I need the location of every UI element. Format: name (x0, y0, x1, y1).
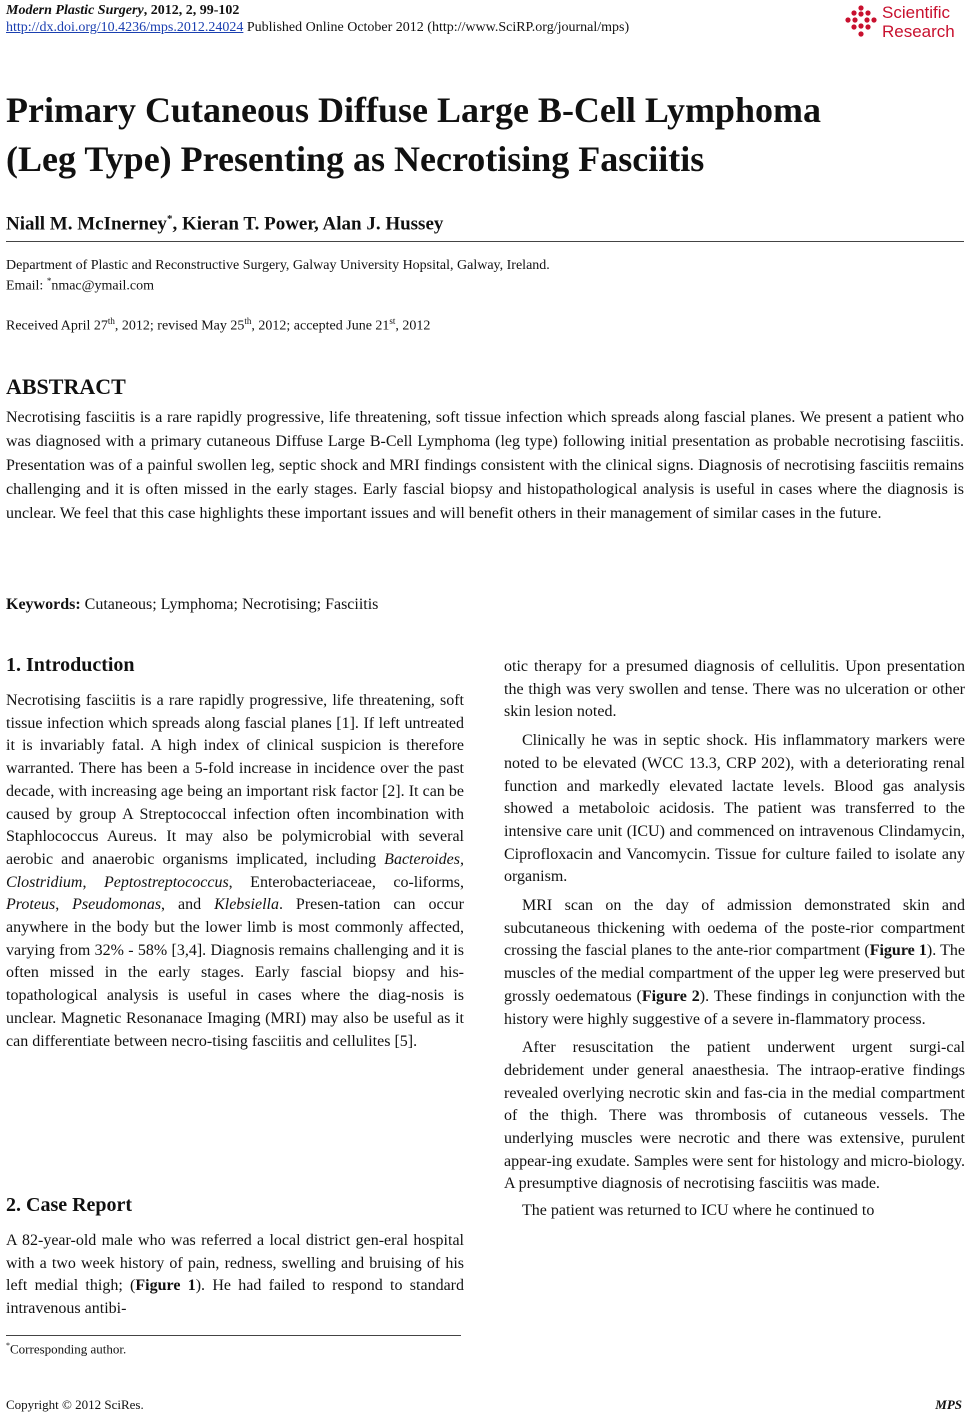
journal-volume: , 2012, 2, 99-102 (143, 3, 240, 18)
journal-citation (6, 3, 239, 19)
logo-text-line1: Scientific (882, 3, 951, 22)
email-mark: * (46, 276, 52, 286)
revised-sup: th (244, 316, 252, 326)
doi-line (6, 20, 629, 36)
email-line (6, 276, 154, 295)
section-1-heading: 1. Introduction (6, 654, 135, 676)
accepted-text: , 2012; accepted June 21 (251, 318, 390, 334)
right-paragraph-2: Clinically he was in septic shock. His inflammatory markers were noted to be elevated (WCC 13.3, CRP 202), with a deteriorating renal function and markedly elevated lactate levels. Blood gas analysis showed a metaboloic acidosis. The patient was transferred to the intensive care unit (ICU) and commenced on intravenous Clindamycin, Ciprofloxacin and Vancomycin. Tissue for culture failed to isolate any organism. (504, 732, 965, 886)
affiliation: Department of Plastic and Reconstructive Surgery, Galway University Hopsital, Galway, Ireland. (6, 258, 550, 273)
organism-bacteroides: Bacteroides, Clostridium (6, 850, 464, 891)
author-list (6, 213, 443, 235)
footnote-rule (6, 1335, 461, 1336)
copyright: Copyright © 2012 SciRes. (6, 1397, 144, 1412)
organism-peptostreptococcus: Peptostreptococcus (103, 873, 229, 891)
abstract-heading: ABSTRACT (6, 374, 126, 399)
mri-text-3: ). These findings in conjunction with the history were highly suggestive of a severe in-flammatory process. (504, 987, 966, 1028)
received-dates (6, 316, 430, 335)
title-line-2: (Leg Type) Presenting as Necrotising Fasciitis (6, 139, 705, 179)
email-label: Email: (6, 278, 47, 294)
intro-text-5: , and (161, 896, 215, 914)
accepted-year: , 2012 (395, 318, 431, 334)
intro-text-6: . Presen-tation can occur anywhere in the body but the lower limb is most commonly affected, varying from 32% - 58% [3,4]. Diagnosis remains challenging and it is often missed in the early stages. Early fascial biopsy and his-topathological analysis is useful in cases where the diag-nosis is unclear. Magnetic Resonanace Imaging (MRI) may also be useful as it can differentiate between necro-tising fasciitis and cellulites [5]. (6, 896, 465, 1050)
keywords-list: Cutaneous; Lymphoma; Necrotising; Fasciitis (80, 596, 379, 613)
intro-text-1: Necrotising fasciitis is a rare rapidly progressive, life threatening, soft tissue infection which spreads along fascial planes [1]. If left untreated it is invariably fatal. A high index of clinical suspicion is therefore warranted. There has been a 5-fold increase in incidence over the past decade, with increasing age being an important risk factor [2]. It can be caused by group A Streptococcal infection often incombination with Staphlococcus Aureus. It may also be polymicrobial with several aerobic and anaerobic organisms implicated, including (6, 692, 464, 868)
intro-text-4: , (55, 896, 73, 914)
author-1: Niall M. McInerney (6, 213, 167, 235)
other-authors: , Kieran T. Power, Alan J. Hussey (172, 213, 444, 235)
doi-link[interactable]: http://dx.doi.org/10.4236/mps.2012.24024 (6, 20, 244, 35)
case-text-1: A 82-year-old male who was referred a local district gen-eral hospital with a two week history of pain, redness, swelling and bruising of his left medial thigh; ( (6, 1232, 464, 1295)
logo-dots-icon (844, 5, 878, 39)
figure-1-ref[interactable]: Figure 1 (135, 1277, 196, 1295)
intro-paragraph (6, 690, 464, 1053)
mri-text-1: MRI scan on the day of admission demonstrated skin and subcutaneous thickening with oedema of the poste-rior compartment crossing the fascial planes to the ante-rior compartment ( (504, 897, 965, 960)
organism-klebsiella: Klebsiella (214, 896, 279, 914)
email-address[interactable]: nmac@ymail.com (51, 278, 155, 294)
title-line-1: Primary Cutaneous Diffuse Large B-Cell Lymphoma (6, 90, 821, 130)
received-text: Received April 27 (6, 318, 108, 334)
figure-1-ref[interactable]: Figure 1 (869, 942, 927, 960)
right-paragraph-4: After resuscitation the patient underwent urgent surgi-cal debridement under general anaesthesia. The intraop-erative findings revealed overlying necrotic skin and fas-cia in the medial compartment of the thigh. There was thrombosis of cutaneous vessels. The underlying muscles were necrotic and there was extensive, purulent appear-ing exudate. Samples were sent for histology and micro-biology. A presumptive diagnosis of necrotising fasciitis was made. (504, 1039, 965, 1193)
section-2-heading: 2. Case Report (6, 1194, 133, 1216)
corresponding-mark: * (166, 213, 173, 225)
title-rule (6, 241, 964, 242)
scientific-research-logo (844, 3, 964, 43)
figure-2-ref[interactable]: Figure 2 (641, 987, 700, 1005)
organism-pseudomonas: Pseudomonas (72, 896, 162, 914)
keywords (6, 596, 378, 614)
paper-title (6, 86, 906, 184)
keywords-label: Keywords: (6, 596, 81, 613)
footnote-text: Corresponding author. (10, 1341, 127, 1357)
mri-text-2: ). The muscles of the medial compartment of the upper leg were preserved but grossly oedematous ( (504, 942, 966, 1005)
journal-name: Modern Plastic Surgery (6, 3, 144, 18)
footnote-mark: * (6, 1341, 10, 1350)
right-paragraph-1: otic therapy for a presumed diagnosis of cellulitis. Upon presentation the thigh was very swollen and tense. There was no ulceration or other skin lesion noted. (504, 658, 965, 721)
revised-text: , 2012; revised May 25 (114, 318, 245, 334)
accepted-sup: st (389, 316, 396, 326)
footnote (6, 1341, 126, 1357)
published-note: Published Online October 2012 (http://www.SciRP.org/journal/mps) (243, 20, 630, 35)
intro-text-3: , Enterobacteriaceae, co-liforms, (228, 873, 464, 891)
received-sup: th (107, 316, 115, 326)
abstract-text: Necrotising fasciitis is a rare rapidly progressive, life threatening, soft tissue infection which spreads along fascial planes. We present a patient who was diagnosed with a primary cutaneous Diffuse Large B-Cell Lymphoma (leg type) following initial presentation as probable necrotising fasciitis. Presentation was of a painful swollen leg, septic shock and MRI findings consistent with the clinical signs. Diagnosis of necrotising fasciitis remains challenging and it is often missed in the early stages. Early fascial biopsy and histopathological analysis is useful in cases where the diagnosis is unclear. We feel that this case highlights these important issues and will benefit others in their management of similar cases in the future. (6, 409, 964, 522)
logo-text-line2: Research (882, 22, 955, 41)
case-text-2: ). He had failed to respond to standard intravenous antibi- (6, 1277, 464, 1318)
right-column (504, 656, 965, 1223)
organism-proteus: Proteus (6, 896, 56, 914)
intro-text-2: , (82, 873, 104, 891)
case-paragraph (6, 1230, 464, 1321)
right-paragraph-3 (504, 895, 965, 1031)
right-paragraph-5: The patient was returned to ICU where he continued to (522, 1202, 875, 1220)
journal-abbrev: MPS (935, 1397, 962, 1412)
